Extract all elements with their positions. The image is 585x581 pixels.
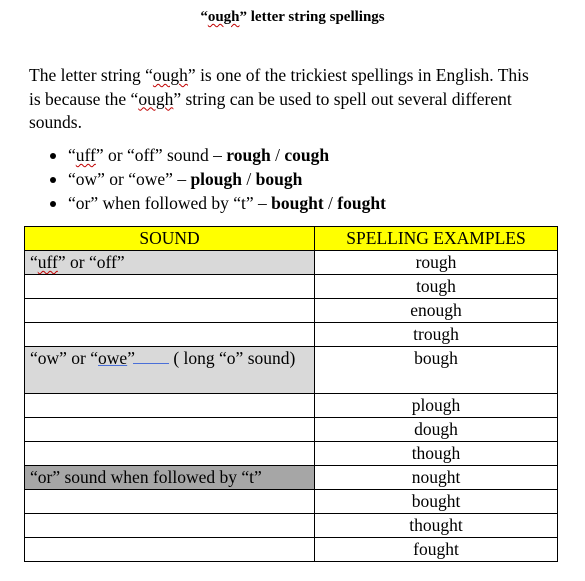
header-sound: SOUND <box>25 227 315 251</box>
title-word: ough <box>207 9 240 25</box>
title-quote-close: ” <box>239 9 248 25</box>
intro-text-3: ” string can be used to spell out several different sounds. <box>29 88 512 132</box>
bullet-separator: / <box>270 145 285 165</box>
sound-ow-cell <box>25 347 315 394</box>
sound-uff-cell <box>25 251 315 275</box>
cell-text: ( long “o” sound) <box>173 348 296 368</box>
example-cell: tough <box>315 275 558 299</box>
empty-cell <box>25 490 315 514</box>
example-cell: trough <box>315 323 558 347</box>
bullet-text: “ow” or “owe” – <box>68 169 191 189</box>
table-row <box>25 466 558 490</box>
blue-underline-gap <box>133 362 169 364</box>
empty-cell <box>25 394 315 418</box>
example-cell: dough <box>315 418 558 442</box>
spelling-table <box>24 226 558 562</box>
empty-cell <box>25 299 315 323</box>
bullet-example: fought <box>337 193 386 213</box>
bullet-text: ” or “off” sound – <box>95 145 227 165</box>
bullet-squig: uff <box>75 145 96 165</box>
empty-cell <box>25 323 315 347</box>
intro-paragraph <box>29 64 539 135</box>
cell-text: “ <box>30 252 38 272</box>
header-spelling-examples: SPELLING EXAMPLES <box>315 227 558 251</box>
cell-text: “ow” or “ <box>30 348 99 368</box>
empty-cell <box>25 442 315 466</box>
intro-word-2: ough <box>138 88 174 109</box>
list-item <box>50 167 386 191</box>
page-title <box>0 9 585 26</box>
example-cell: though <box>315 442 558 466</box>
empty-cell <box>25 538 315 562</box>
sound-list <box>50 143 386 215</box>
table-header-row <box>25 227 558 251</box>
bullet-separator: / <box>323 193 338 213</box>
table-row <box>25 299 558 323</box>
example-cell: bough <box>315 347 558 394</box>
table-row <box>25 275 558 299</box>
bullet-dot-icon <box>50 201 56 207</box>
example-cell: rough <box>315 251 558 275</box>
bullet-example: bough <box>255 169 303 189</box>
empty-cell <box>25 275 315 299</box>
empty-cell <box>25 514 315 538</box>
title-quote-open: “ <box>200 9 208 25</box>
bullet-text: “ <box>68 145 76 165</box>
example-cell: nought <box>315 466 558 490</box>
table-row <box>25 394 558 418</box>
intro-text-1: The letter string “ <box>29 65 153 85</box>
cell-squig: uff <box>37 252 58 272</box>
intro-text-2: ” is one of the trickiest spellings in English. This is because the “ <box>29 65 529 109</box>
cell-text: ” or “off” <box>57 252 125 272</box>
bullet-example: cough <box>284 145 330 165</box>
bullet-text: “or” when followed by “t” – <box>68 193 272 213</box>
bullet-example: rough <box>226 145 271 165</box>
bullet-example: bought <box>271 193 324 213</box>
bullet-dot-icon <box>50 177 56 183</box>
example-cell: plough <box>315 394 558 418</box>
bullet-separator: / <box>242 169 256 189</box>
title-rest: letter string spellings <box>247 9 385 25</box>
table-row <box>25 251 558 275</box>
table-row <box>25 490 558 514</box>
sound-or-cell: “or” sound when followed by “t” <box>25 466 315 490</box>
table-row <box>25 418 558 442</box>
table-row <box>25 323 558 347</box>
table-row <box>25 442 558 466</box>
list-item <box>50 143 386 167</box>
list-item <box>50 191 386 215</box>
table-row <box>25 347 558 394</box>
table-row <box>25 538 558 562</box>
bullet-example: plough <box>190 169 243 189</box>
cell-text: ” <box>127 348 135 368</box>
example-cell: enough <box>315 299 558 323</box>
cell-owe: owe <box>98 348 128 368</box>
bullet-dot-icon <box>50 153 56 159</box>
example-cell: fought <box>315 538 558 562</box>
table-row <box>25 514 558 538</box>
empty-cell <box>25 418 315 442</box>
example-cell: bought <box>315 490 558 514</box>
intro-word-1: ough <box>152 65 188 85</box>
example-cell: thought <box>315 514 558 538</box>
